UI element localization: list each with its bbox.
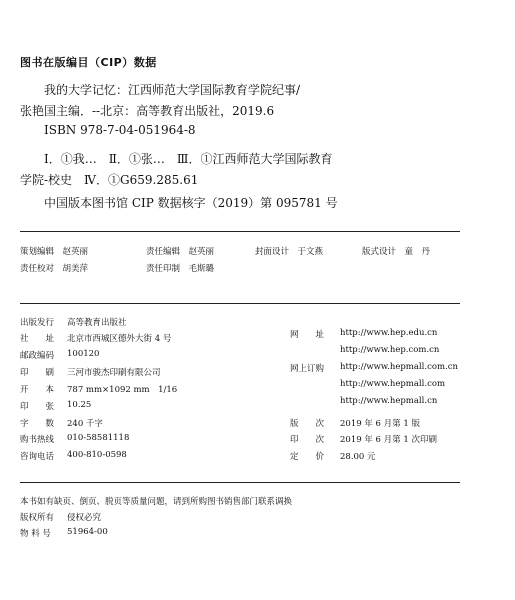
edition-label: 版 次 (290, 419, 325, 429)
printer-label: 印 刷 (20, 368, 55, 378)
credit-responsible-editor: 责任编辑 赵英丽 (146, 247, 215, 257)
material-label: 物 料 号 (20, 529, 51, 539)
rights-value: 侵权必究 (67, 513, 102, 523)
divider-middle (20, 303, 460, 304)
cip-classification-line1: Ⅰ．①我… Ⅱ．①张… Ⅲ．①江西师范大学国际教育 (44, 152, 333, 166)
postcode-value: 100120 (67, 349, 100, 359)
format-value: 787 mm×1092 mm 1/16 (67, 385, 178, 395)
cip-book-line1: 我的大学记忆：江西师范大学国际教育学院纪事/ (44, 83, 301, 97)
address-label: 社 址 (20, 334, 55, 344)
impression-value: 2019 年 6 月第 1 次印刷 (340, 435, 437, 445)
postcode-label: 邮政编码 (20, 351, 55, 361)
website-label: 网 址 (290, 330, 325, 340)
hotline-label: 购书热线 (20, 435, 55, 445)
rights-label: 版权所有 (20, 513, 55, 523)
price-label: 定 价 (290, 452, 325, 462)
words-label: 字 数 (20, 419, 55, 429)
hotline-value: 010-58581118 (67, 433, 130, 443)
online-order-label: 网上订购 (290, 364, 325, 374)
edition-value: 2019 年 6 月第 1 版 (340, 419, 420, 429)
consult-value: 400-810-0598 (67, 450, 127, 460)
credit-cover-design: 封面设计 于文燕 (255, 247, 324, 257)
printer-value: 三河市骏杰印刷有限公司 (67, 368, 161, 378)
material-value: 51964-00 (67, 527, 108, 537)
cip-classification-line2: 学院-校史 Ⅳ．①G659.285.61 (20, 173, 199, 187)
cip-isbn: ISBN 978-7-04-051964-8 (44, 123, 196, 137)
quality-notice: 本书如有缺页、倒页、脱页等质量问题，请到所购图书销售部门联系调换 (20, 497, 293, 507)
publisher-label: 出版发行 (20, 318, 55, 328)
address-value: 北京市西城区德外大街 4 号 (67, 334, 172, 344)
website-url-1: http://www.hep.edu.cn (340, 328, 438, 338)
cip-title: 图书在版编目（CIP）数据 (20, 56, 157, 69)
order-url-1: http://www.hepmall.com.cn (340, 362, 458, 372)
impression-label: 印 次 (290, 435, 325, 445)
divider-bottom (20, 482, 460, 483)
credit-planning-editor: 策划编辑 赵英丽 (20, 247, 89, 257)
order-url-2: http://www.hepmall.com (340, 379, 446, 389)
sheets-label: 印 张 (20, 402, 55, 412)
credit-print-supervisor: 责任印制 毛斯璐 (146, 264, 215, 274)
credit-layout-design: 版式设计 童 丹 (362, 247, 431, 257)
price-value: 28.00 元 (340, 452, 376, 462)
sheets-value: 10.25 (67, 400, 92, 410)
cip-record: 中国版本图书馆 CIP 数据核字（2019）第 095781 号 (44, 196, 338, 210)
format-label: 开 本 (20, 385, 55, 395)
consult-label: 咨询电话 (20, 452, 55, 462)
publisher-value: 高等教育出版社 (67, 318, 127, 328)
words-value: 240 千字 (67, 419, 103, 429)
cip-book-line2: 张艳国主编．--北京：高等教育出版社，2019.6 (20, 104, 275, 118)
divider-top (20, 231, 460, 232)
order-url-3: http://www.hepmall.cn (340, 396, 438, 406)
credit-proofreader: 责任校对 胡美萍 (20, 264, 89, 274)
website-url-2: http://www.hep.com.cn (340, 345, 440, 355)
